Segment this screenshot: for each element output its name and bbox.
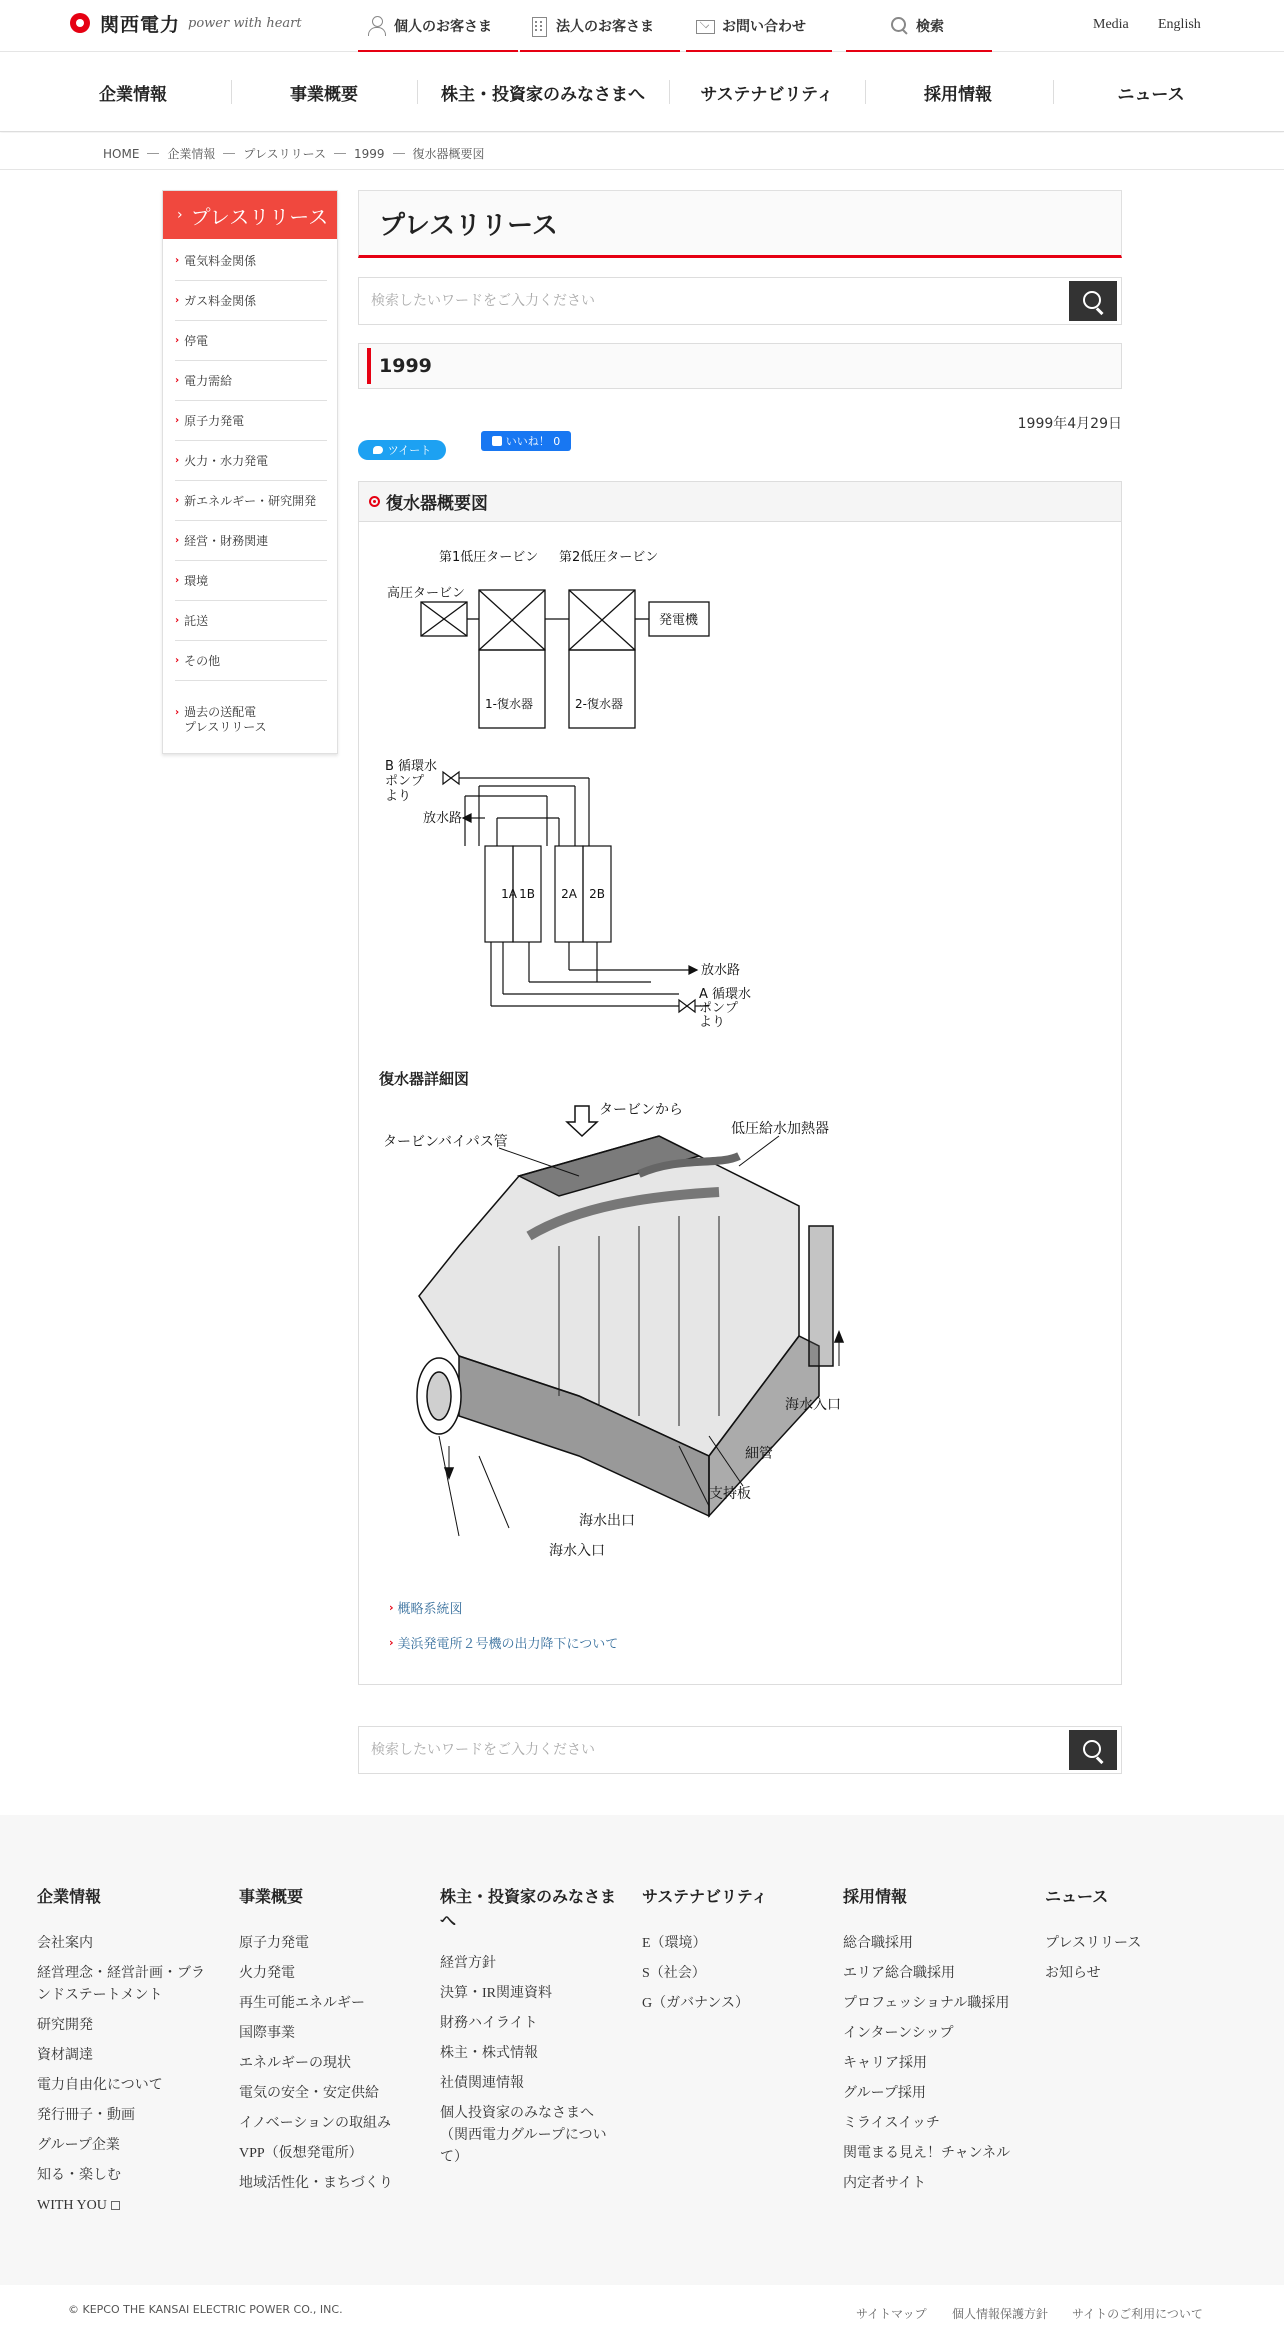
- footer-column-heading[interactable]: 事業概要: [239, 1887, 304, 1906]
- business-customers-link[interactable]: [520, 0, 680, 52]
- breadcrumb-separator: [334, 153, 346, 154]
- bypass-pipe-label: タービンバイパス管: [383, 1134, 508, 1150]
- facebook-like-button[interactable]: [481, 431, 571, 451]
- breadcrumb-separator: [147, 153, 159, 154]
- footer-link[interactable]: インターンシップ: [843, 2026, 954, 2041]
- footer-link[interactable]: 個人投資家のみなさまへ（関西電力グループについて）: [440, 2106, 607, 2165]
- breadcrumb-current: 復水器概要図: [412, 147, 485, 161]
- chevron-right-icon: ›: [175, 615, 180, 626]
- footer-link[interactable]: 決算・IR関連資料: [440, 1986, 552, 2001]
- past-line-2: プレスリリース: [184, 720, 267, 734]
- footer-link[interactable]: 資材調達: [37, 2048, 93, 2063]
- footer: [0, 1815, 1284, 2285]
- sidebar-item-other[interactable]: [175, 641, 327, 681]
- past-line-1: 過去の送配電: [184, 705, 257, 719]
- footer-link[interactable]: 電力自由化について: [37, 2078, 163, 2093]
- footer-column-heading[interactable]: 株主・投資家のみなさまへ: [440, 1887, 617, 1930]
- footer-column-sustainability: [642, 1885, 822, 2023]
- footer-link[interactable]: 知る・楽しむ: [37, 2168, 121, 2183]
- external-link-icon: [111, 2201, 120, 2210]
- search-input[interactable]: [359, 1727, 1059, 1773]
- breadcrumb-year[interactable]: 1999: [353, 146, 385, 161]
- sidebar-item-label: その他: [184, 654, 221, 668]
- footer-link[interactable]: G（ガバナンス）: [642, 1996, 749, 2011]
- footer-link[interactable]: エネルギーの現状: [239, 2056, 351, 2071]
- footer-privacy-link[interactable]: 個人情報保護方針: [952, 2307, 1049, 2321]
- lp-turbine-1-label: 第1低圧タービン: [439, 550, 539, 565]
- tubes-label: 細管: [745, 1446, 773, 1462]
- section-title: 復水器概要図: [386, 494, 488, 514]
- sidebar-item-past-transmission[interactable]: [175, 705, 327, 735]
- search-link[interactable]: [846, 0, 992, 52]
- site-logo[interactable]: [68, 10, 302, 36]
- chevron-right-icon: ›: [175, 255, 180, 266]
- english-link[interactable]: English: [1158, 17, 1201, 32]
- sidebar-item-label: 新エネルギー・研究開発: [184, 494, 317, 508]
- a-pump-label-3: より: [699, 1015, 726, 1030]
- turbine-condenser-diagram: [379, 542, 719, 742]
- related-link-label: 美浜発電所２号機の出力降下について: [397, 1637, 619, 1652]
- sidebar-title[interactable]: [163, 191, 337, 239]
- related-link-system-diagram[interactable]: [389, 1598, 463, 1617]
- footer-link[interactable]: プロフェッショナル職採用: [843, 1996, 1010, 2011]
- sidebar-item-management[interactable]: [175, 521, 327, 561]
- chevron-right-icon: ›: [389, 1601, 394, 1614]
- sidebar-item-label: 環境: [184, 574, 209, 588]
- search-label: 検索: [916, 19, 944, 35]
- footer-link[interactable]: 総合職採用: [843, 1936, 913, 1951]
- chevron-right-icon: ›: [175, 707, 180, 718]
- from-turbine-label: タービンから: [599, 1102, 683, 1118]
- footer-link[interactable]: 原子力発電: [239, 1936, 309, 1951]
- footer-link[interactable]: 経営理念・経営計画・ブランドステートメント: [37, 1966, 205, 2003]
- audience-links: [358, 0, 992, 52]
- seawater-inlet-right-label: 海水入口: [785, 1397, 841, 1413]
- a-pump-label-2: ポンプ: [699, 1001, 739, 1016]
- circle-bullet-icon: [369, 496, 380, 507]
- sidebar-item-electricity-rates[interactable]: [175, 241, 327, 281]
- support-plate-label: 支持板: [709, 1486, 751, 1502]
- breadcrumb-home[interactable]: HOME: [103, 146, 140, 161]
- footer-column-investors: [440, 1885, 618, 2177]
- condenser-2-label: 2-復水器: [575, 697, 623, 711]
- sidebar-title-label: プレスリリース: [190, 204, 329, 229]
- twitter-bird-icon: [373, 446, 383, 454]
- sidebar-item-gas-rates[interactable]: [175, 281, 327, 321]
- footer-link[interactable]: 火力発電: [239, 1966, 295, 1981]
- sidebar-item-label: 停電: [184, 334, 209, 348]
- sidebar-item-label: 電力需給: [184, 374, 233, 388]
- sidebar-item-new-energy[interactable]: [175, 481, 327, 521]
- footer-link[interactable]: VPP（仮想発電所）: [239, 2146, 363, 2161]
- footer-link[interactable]: お知らせ: [1045, 1966, 1101, 1981]
- building-icon: [530, 16, 548, 36]
- search-button[interactable]: [1069, 281, 1117, 321]
- down-arrow-shape: [567, 1106, 597, 1136]
- tweet-button[interactable]: [358, 440, 446, 460]
- nav-sustainability[interactable]: サステナビリティ: [700, 84, 834, 105]
- chevron-right-icon: ›: [175, 335, 180, 346]
- footer-link[interactable]: 会社案内: [37, 1936, 93, 1951]
- footer-link[interactable]: イノベーションの取組み: [239, 2116, 392, 2131]
- breadcrumb-separator: [393, 153, 405, 154]
- search-icon: [890, 16, 908, 36]
- top-bar: [0, 0, 1284, 52]
- chevron-right-icon: ›: [175, 295, 180, 306]
- sidebar-item-environment[interactable]: [175, 561, 327, 601]
- discharge-top-label: 放水路: [423, 811, 463, 826]
- condenser-1-shape: [479, 650, 545, 728]
- chevron-right-icon: ›: [175, 575, 180, 586]
- search-form-top: [358, 277, 1122, 325]
- person-icon: [368, 16, 386, 36]
- condenser-2a-label: 2A: [561, 887, 577, 901]
- page-title: プレスリリース: [358, 190, 1122, 258]
- breadcrumb-press[interactable]: プレスリリース: [243, 147, 326, 161]
- footer-link[interactable]: E（環境）: [642, 1936, 707, 1951]
- personal-customers-link[interactable]: [358, 0, 518, 52]
- b-pump-label-1: B 循環水: [385, 759, 438, 774]
- footer-column-heading[interactable]: 企業情報: [37, 1887, 102, 1906]
- global-nav: [0, 52, 1284, 132]
- section-heading: [359, 482, 1121, 522]
- footer-column-news: [1045, 1885, 1225, 1993]
- chevron-right-icon: ›: [175, 495, 180, 506]
- chevron-right-icon: ›: [175, 535, 180, 546]
- generator-label: 発電機: [659, 613, 699, 628]
- footer-link[interactable]: 株主・株式情報: [440, 2046, 538, 2061]
- circulating-water-diagram: [379, 756, 779, 1046]
- publish-date: 1999年4月29日: [1017, 416, 1122, 432]
- sidebar-item-thermal-hydro[interactable]: [175, 441, 327, 481]
- sidebar-item-nuclear[interactable]: [175, 401, 327, 441]
- related-link-label: 概略系統図: [397, 1602, 463, 1617]
- sidebar-item-label: 経営・財務関連: [184, 534, 269, 548]
- hp-turbine-label: 高圧タービン: [387, 586, 466, 601]
- footer-link[interactable]: 国際事業: [239, 2026, 295, 2041]
- related-link-mihama[interactable]: [389, 1633, 618, 1652]
- footer-link[interactable]: 関電まる見え！チャンネル: [843, 2146, 1011, 2161]
- condenser-detail-diagram: [379, 1096, 879, 1566]
- sidebar-item-label: 原子力発電: [184, 414, 245, 428]
- footer-link[interactable]: 発行冊子・動画: [37, 2108, 135, 2123]
- footer-column-heading[interactable]: 採用情報: [843, 1887, 908, 1906]
- b-pump-label-2: ポンプ: [385, 774, 425, 789]
- footer-link[interactable]: 内定者サイト: [843, 2176, 927, 2191]
- footer-column-heading[interactable]: サステナビリティ: [642, 1887, 768, 1906]
- footer-link-label: WITH YOU: [37, 2198, 107, 2213]
- condenser-2b-label: 2B: [589, 887, 605, 901]
- media-link[interactable]: Media: [1093, 17, 1129, 32]
- footer-column-recruit: [843, 1885, 1033, 2203]
- footer-link[interactable]: 社債関連情報: [440, 2076, 524, 2091]
- chevron-right-icon: ›: [175, 415, 180, 426]
- discharge-bottom-label: 放水路: [701, 963, 741, 978]
- like-label: いいね！ 0: [505, 435, 561, 448]
- nav-news[interactable]: ニュース: [1117, 84, 1185, 105]
- lp-turbine-2-label: 第2低圧タービン: [559, 550, 659, 565]
- contact-link[interactable]: [686, 0, 832, 52]
- footer-link[interactable]: 電気の安全・安定供給: [239, 2086, 379, 2101]
- condenser-1-label: 1-復水器: [485, 697, 533, 711]
- personal-customers-label: 個人のお客さま: [394, 19, 492, 35]
- year-heading: 1999: [358, 343, 1122, 389]
- chevron-right-icon: ›: [175, 655, 180, 666]
- kepco-logo-icon: [68, 11, 96, 35]
- footer-column-heading[interactable]: ニュース: [1045, 1887, 1109, 1906]
- business-customers-label: 法人のお客さま: [556, 19, 654, 35]
- sidebar-item-outage[interactable]: [175, 321, 327, 361]
- chevron-right-icon: ›: [175, 375, 180, 386]
- breadcrumb-separator: [223, 153, 235, 154]
- footer-link[interactable]: キャリア採用: [843, 2056, 927, 2071]
- breadcrumb-corporate[interactable]: 企業情報: [167, 147, 216, 161]
- condenser-2-shape: [569, 650, 635, 728]
- detail-diagram-title: 復水器詳細図: [379, 1070, 470, 1088]
- sidebar-item-label: [184, 705, 267, 735]
- footer-link[interactable]: 地域活性化・まちづくり: [239, 2176, 393, 2191]
- chevron-right-icon: ›: [177, 207, 183, 223]
- sidebar-item-label: 電気料金関係: [184, 254, 257, 268]
- sidebar-item-supply-demand[interactable]: [175, 361, 327, 401]
- copyright: © KEPCO THE KANSAI ELECTRIC POWER CO., INC.: [68, 2303, 343, 2316]
- sidebar-item-label: 火力・水力発電: [184, 454, 269, 468]
- seawater-inlet-bottom-label: 海水入口: [549, 1543, 605, 1559]
- lp-heater-label: 低圧給水加熱器: [731, 1121, 829, 1137]
- condenser-1a-label: 1A: [501, 887, 517, 901]
- content-card: [358, 481, 1122, 1685]
- search-button[interactable]: [1069, 1730, 1117, 1770]
- nav-business-overview[interactable]: 事業概要: [290, 84, 358, 105]
- footer-link[interactable]: S（社会）: [642, 1966, 706, 1981]
- logo-text: 関西電力: [100, 13, 181, 36]
- footer-link[interactable]: 経営方針: [440, 1956, 496, 1971]
- logo-tagline: power with heart: [188, 15, 302, 31]
- footer-link[interactable]: ミライスイッチ: [843, 2116, 940, 2131]
- nav-corporate-info[interactable]: 企業情報: [99, 84, 167, 105]
- chevron-right-icon: ›: [175, 455, 180, 466]
- footer-terms-link[interactable]: サイトのご利用について: [1072, 2307, 1203, 2321]
- footer-link[interactable]: グループ企業: [37, 2138, 120, 2153]
- thumbs-up-icon: [492, 436, 502, 446]
- search-input[interactable]: [359, 278, 1059, 324]
- footer-column-business: [239, 1885, 419, 2203]
- sidebar: [162, 190, 338, 754]
- sidebar-item-wheeling[interactable]: [175, 601, 327, 641]
- condenser-1b-label: 1B: [519, 887, 535, 901]
- nav-investors[interactable]: 株主・投資家のみなさまへ: [441, 84, 645, 105]
- tweet-label: ツイート: [387, 444, 432, 457]
- footer-link[interactable]: 再生可能エネルギー: [239, 1996, 365, 2011]
- footer-link[interactable]: プレスリリース: [1045, 1936, 1142, 1951]
- sidebar-item-label: ガス料金関係: [184, 294, 257, 308]
- chevron-right-icon: ›: [389, 1636, 394, 1649]
- mail-icon: [696, 16, 714, 36]
- nav-recruit[interactable]: 採用情報: [924, 84, 992, 105]
- footer-link[interactable]: 研究開発: [37, 2018, 93, 2033]
- sidebar-item-label: 託送: [184, 614, 209, 628]
- footer-link-with-you[interactable]: [37, 2195, 217, 2217]
- contact-label: お問い合わせ: [722, 19, 806, 35]
- footer-sitemap-link[interactable]: サイトマップ: [856, 2307, 927, 2321]
- seawater-outlet-label: 海水出口: [579, 1513, 635, 1529]
- b-pump-label-3: より: [385, 789, 412, 804]
- footer-link[interactable]: エリア総合職採用: [843, 1966, 955, 1981]
- footer-link[interactable]: グループ採用: [843, 2086, 926, 2101]
- search-form-bottom: [358, 1726, 1122, 1774]
- footer-column-corporate: [37, 1885, 217, 2225]
- footer-link[interactable]: 財務ハイライト: [440, 2016, 538, 2031]
- a-pump-label-1: A 循環水: [699, 987, 752, 1002]
- breadcrumb: [0, 133, 1284, 170]
